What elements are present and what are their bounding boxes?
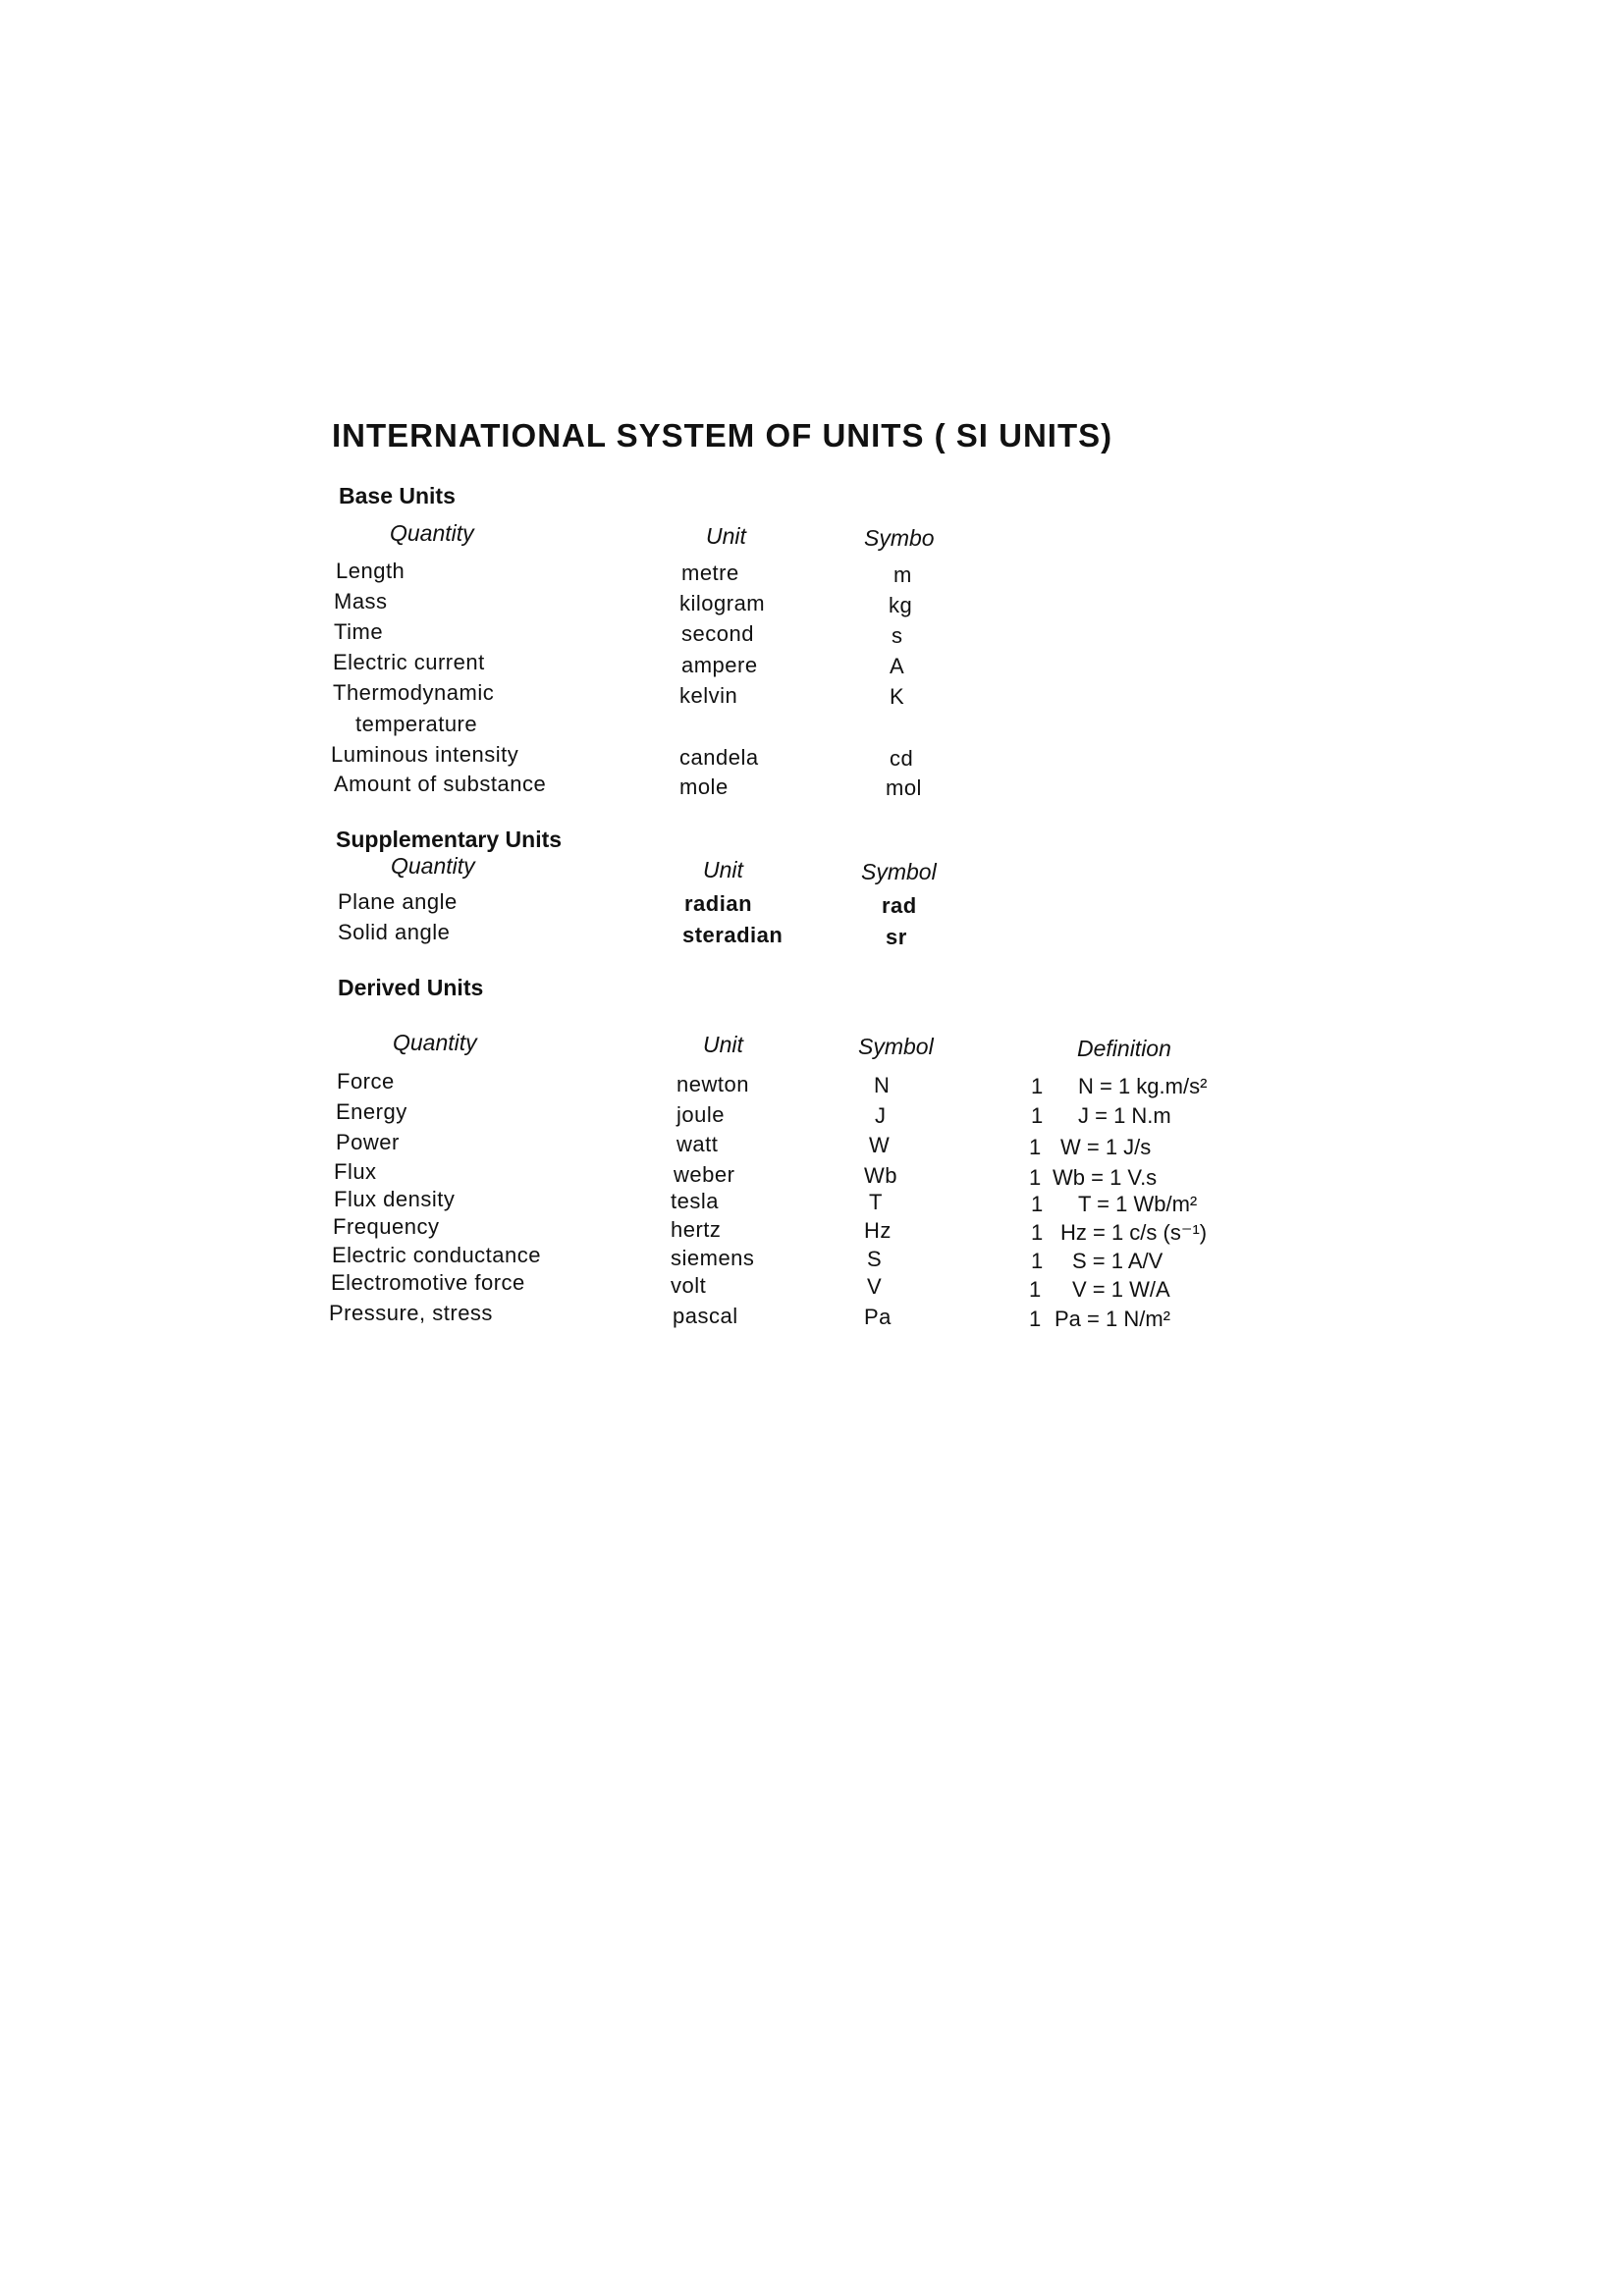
derived-quantity-cell: Frequency (333, 1214, 440, 1239)
page-title: INTERNATIONAL SYSTEM OF UNITS ( SI UNITS) (332, 417, 1113, 454)
base-quantity-cell: Length (336, 559, 406, 583)
derived-quantity-cell: Power (336, 1130, 400, 1154)
derived-definition-expression: W = 1 J/s (1060, 1135, 1152, 1159)
base-quantity-cell: temperature (355, 712, 478, 736)
derived-definition-expression: S = 1 A/V (1072, 1249, 1163, 1273)
derived-definition-expression: J = 1 N.m (1078, 1103, 1171, 1128)
derived-unit-cell: siemens (671, 1246, 755, 1270)
base-unit-cell: kilogram (679, 591, 766, 615)
derived-symbol-cell: Pa (864, 1305, 892, 1329)
derived-symbol-cell: N (874, 1073, 891, 1097)
derived-definition-number: 1 (1031, 1220, 1044, 1245)
base-quantity-cell: Amount of substance (334, 772, 547, 796)
base-symbol-cell: mol (886, 775, 922, 800)
derived-symbol-cell: W (869, 1133, 891, 1157)
derived-symbol-cell: J (875, 1103, 887, 1128)
derived-definition-number: 1 (1031, 1074, 1044, 1098)
supplementary-unit-cell: radian (684, 891, 753, 916)
derived-unit-cell: weber (674, 1162, 735, 1187)
base-symbol-cell: A (890, 654, 905, 678)
base-unit-header: Unit (706, 523, 746, 549)
derived-unit-cell: hertz (671, 1217, 722, 1242)
derived-unit-cell: tesla (671, 1189, 719, 1213)
base-quantity-cell: Thermodynamic (333, 680, 495, 705)
derived-unit-cell: newton (676, 1072, 749, 1096)
base-quantity-cell: Mass (334, 589, 388, 614)
derived-definition-number: 1 (1029, 1307, 1042, 1331)
base-unit-cell: kelvin (679, 683, 738, 708)
supplementary-symbol-header: Symbol (861, 859, 937, 884)
derived-quantity-cell: Energy (336, 1099, 407, 1124)
supplementary-quantity-cell: Solid angle (338, 920, 451, 944)
base-symbol-cell: kg (889, 593, 913, 617)
base-unit-cell: mole (679, 774, 729, 799)
base-symbol-cell: cd (890, 746, 914, 771)
derived-symbol-cell: Hz (864, 1218, 892, 1243)
derived-definition-header: Definition (1077, 1036, 1171, 1061)
derived-unit-cell: volt (671, 1273, 707, 1298)
supplementary-symbol-cell: sr (886, 925, 907, 949)
supplementary-unit-header: Unit (703, 857, 743, 882)
derived-symbol-cell: V (867, 1274, 883, 1299)
derived-quantity-cell: Electromotive force (331, 1270, 525, 1295)
base-symbol-header: Symbo (864, 525, 935, 551)
derived-quantity-cell: Flux density (334, 1187, 456, 1211)
derived-symbol-cell: Wb (864, 1163, 897, 1188)
base-symbol-cell: m (893, 562, 912, 587)
derived-unit-cell: watt (676, 1132, 719, 1156)
derived-definition-expression: T = 1 Wb/m² (1078, 1192, 1198, 1216)
derived-symbol-cell: T (869, 1190, 883, 1214)
base-quantity-cell: Luminous intensity (331, 742, 519, 767)
derived-quantity-cell: Pressure, stress (329, 1301, 493, 1325)
derived-quantity-cell: Electric conductance (332, 1243, 541, 1267)
base-quantity-cell: Time (334, 619, 384, 644)
derived-definition-expression: N = 1 kg.m/s² (1078, 1074, 1208, 1098)
derived-quantity-cell: Flux (334, 1159, 377, 1184)
derived-definition-number: 1 (1029, 1277, 1042, 1302)
derived-symbol-header: Symbol (858, 1034, 934, 1059)
derived-units-heading: Derived Units (338, 975, 484, 1000)
base-unit-cell: metre (681, 561, 739, 585)
supplementary-symbol-cell: rad (882, 893, 917, 918)
derived-quantity-cell: Force (337, 1069, 395, 1094)
supplementary-unit-cell: steradian (682, 923, 784, 947)
derived-definition-number: 1 (1031, 1192, 1044, 1216)
base-unit-cell: ampere (681, 653, 758, 677)
derived-definition-number: 1 (1029, 1135, 1042, 1159)
base-units-heading: Base Units (339, 483, 456, 508)
derived-definition-expression: Hz = 1 c/s (s⁻¹) (1060, 1220, 1208, 1245)
base-quantity-cell: Electric current (333, 650, 485, 674)
base-unit-cell: second (681, 621, 754, 646)
derived-unit-cell: joule (676, 1102, 725, 1127)
derived-unit-cell: pascal (673, 1304, 738, 1328)
base-symbol-cell: s (892, 623, 903, 648)
derived-definition-number: 1 (1029, 1165, 1042, 1190)
derived-quantity-header: Quantity (393, 1030, 477, 1055)
base-symbol-cell: K (890, 684, 905, 709)
derived-definition-expression: Wb = 1 V.s (1053, 1165, 1158, 1190)
supplementary-quantity-cell: Plane angle (338, 889, 458, 914)
supplementary-units-heading: Supplementary Units (336, 827, 563, 852)
base-unit-cell: candela (679, 745, 759, 770)
derived-definition-expression: Pa = 1 N/m² (1055, 1307, 1170, 1331)
base-quantity-header: Quantity (390, 520, 474, 546)
supplementary-quantity-header: Quantity (391, 853, 475, 879)
derived-definition-number: 1 (1031, 1103, 1044, 1128)
derived-definition-expression: V = 1 W/A (1072, 1277, 1170, 1302)
derived-unit-header: Unit (703, 1032, 743, 1057)
derived-symbol-cell: S (867, 1247, 883, 1271)
derived-definition-number: 1 (1031, 1249, 1044, 1273)
